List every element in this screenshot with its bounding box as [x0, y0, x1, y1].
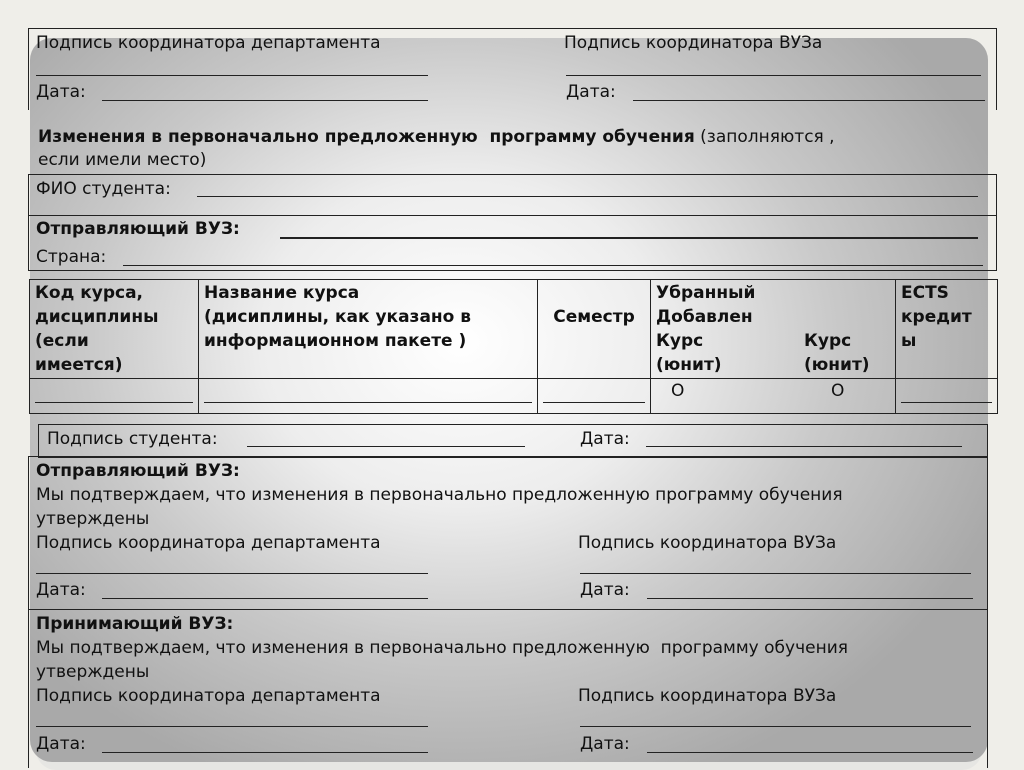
removed-radio[interactable]: O [671, 381, 685, 401]
sending-dept-signature-label: Подпись координатора департамента [36, 533, 381, 553]
col-removed-added-header: Убранный Добавлен Курс (юнит) Курс (юнит) [651, 280, 896, 379]
student-signature-label: Подпись студента: [47, 429, 218, 449]
ects-cell[interactable] [896, 379, 998, 414]
receiving-uni-signature-line[interactable] [580, 726, 971, 727]
receiving-date-label-left: Дата: [36, 734, 86, 754]
sending-confirm-text-line1: Мы подтверждаем, что изменения в первоначально предложенную программу обучения [36, 485, 843, 505]
receiving-date-line-left[interactable] [102, 752, 428, 753]
date-line-right[interactable] [633, 100, 985, 101]
receiving-confirm-text-line2: утверждены [36, 662, 150, 682]
course-name-cell[interactable] [199, 379, 538, 414]
added-course-unit-header: Курс (юнит) [804, 331, 870, 375]
sending-uni-signature-label: Подпись координатора ВУЗа [578, 533, 837, 553]
changes-heading [38, 127, 835, 147]
sending-date-line-right[interactable] [647, 598, 973, 599]
col-semester-header: Семестр [538, 280, 651, 379]
sending-uni-signature-line[interactable] [580, 573, 971, 574]
student-signature-line[interactable] [247, 446, 525, 447]
sending-date-label-left: Дата: [36, 580, 86, 600]
student-name-row [28, 174, 997, 216]
date-line-left[interactable] [102, 100, 428, 101]
course-changes-table [29, 279, 998, 414]
sending-university-label: Отправляющий ВУЗ: [36, 219, 240, 239]
date-label-right: Дата: [566, 82, 616, 102]
country-label: Страна: [36, 247, 107, 267]
date-label-left: Дата: [36, 82, 86, 102]
sending-confirm-title: Отправляющий ВУЗ: [36, 461, 240, 481]
uni-coordinator-signature-label: Подпись координатора ВУЗа [564, 33, 823, 53]
changes-heading-note: (заполняются , [694, 127, 835, 147]
sending-university-line[interactable] [280, 237, 978, 239]
course-code-cell[interactable] [30, 379, 199, 414]
receiving-date-label-right: Дата: [580, 734, 630, 754]
receiving-uni-signature-label: Подпись координатора ВУЗа [578, 686, 837, 706]
sending-confirm-text-line2: утверждены [36, 509, 150, 529]
country-line[interactable] [123, 265, 983, 266]
added-radio[interactable]: O [831, 381, 845, 401]
receiving-confirm-text-line1: Мы подтверждаем, что изменения в первоначально предложенную программу обучения [36, 638, 848, 658]
semester-cell[interactable] [538, 379, 651, 414]
table-row [30, 379, 998, 414]
removed-added-cell [651, 379, 896, 414]
sending-date-line-left[interactable] [102, 598, 428, 599]
student-date-line[interactable] [646, 446, 962, 447]
sending-date-label-right: Дата: [580, 580, 630, 600]
dept-coordinator-signature-label: Подпись координатора департамента [36, 33, 381, 53]
table-header-row [30, 280, 998, 379]
uni-signature-line[interactable] [566, 75, 981, 76]
changes-heading-line2: если имели место) [38, 150, 207, 170]
student-name-line[interactable] [197, 196, 978, 197]
sending-dept-signature-line[interactable] [36, 573, 428, 574]
changes-heading-bold: Изменения в первоначально предложенную программу обучения [38, 127, 695, 147]
col-course-code-header: Код курса, дисциплины (если имеется) [30, 280, 199, 379]
student-date-label: Дата: [580, 429, 630, 449]
receiving-confirm-title: Принимающий ВУЗ: [36, 614, 234, 634]
receiving-dept-signature-label: Подпись координатора департамента [36, 686, 381, 706]
col-course-name-header: Название курса (дисиплины, как указано в информационном пакете ) [199, 280, 538, 379]
col-ects-header: ECTS кредит ы [896, 280, 998, 379]
receiving-date-line-right[interactable] [647, 752, 973, 753]
dept-signature-line[interactable] [36, 75, 428, 76]
receiving-dept-signature-line[interactable] [36, 726, 428, 727]
student-name-label: ФИО студента: [36, 179, 171, 199]
